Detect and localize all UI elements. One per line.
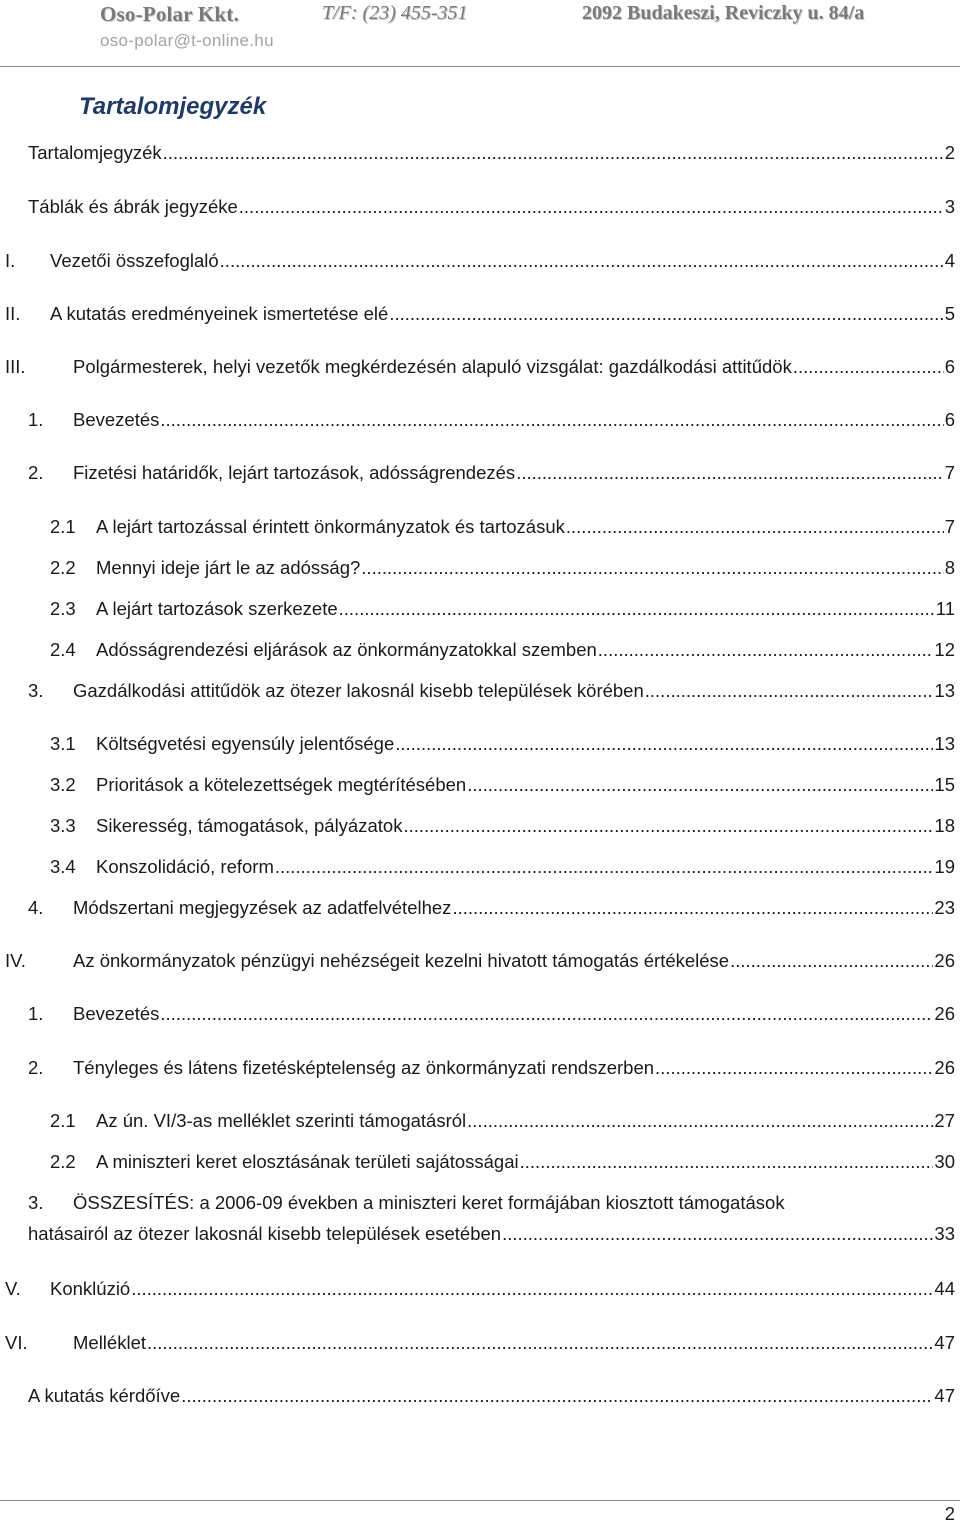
toc-entry-title-line2: hatásairól az ötezer lakosnál kisebb települések esetében <box>28 1223 502 1244</box>
toc-entry-page: 2 <box>944 142 955 163</box>
toc-entry-page: 33 <box>934 1223 955 1244</box>
toc-entry-title: Polgármesterek, helyi vezetők megkérdezésén alapuló vizsgálat: gazdálkodási attitűdök <box>73 356 792 377</box>
toc-leader-dots <box>220 250 944 272</box>
toc-entry-number: 3. <box>28 680 44 701</box>
toc-entry-page: 19 <box>934 856 955 877</box>
toc-entry[interactable] <box>50 733 955 755</box>
toc-entry-number: VI. <box>5 1332 28 1353</box>
company-name: Oso-Polar Kkt. <box>100 2 239 26</box>
toc-entry[interactable] <box>28 1003 955 1025</box>
toc-leader-dots <box>655 1057 933 1079</box>
toc-entry-title: Mennyi ideje járt le az adósság? <box>96 557 361 578</box>
toc-entry-number: IV. <box>5 950 26 971</box>
toc-entry-title: A lejárt tartozással érintett önkormányzatok és tartozásuk <box>96 516 565 537</box>
toc-entry[interactable] <box>50 516 955 538</box>
company-address: 2092 Budakeszi, Reviczky u. 84/a <box>582 2 865 24</box>
toc-entry-page: 8 <box>944 557 955 578</box>
toc-entry[interactable] <box>50 1151 955 1173</box>
toc-entry[interactable] <box>50 856 955 878</box>
toc-entry-number: 2.1 <box>50 1110 76 1131</box>
toc-entry-page: 18 <box>934 815 955 836</box>
company-phone: T/F: (23) 455-351 <box>322 2 468 24</box>
toc-leader-dots <box>598 639 934 661</box>
toc-entry-number: 2. <box>28 462 44 483</box>
toc-entry-title: Gazdálkodási attitűdök az ötezer lakosnál kisebb települések körében <box>73 680 644 701</box>
toc-entry-page: 7 <box>944 462 955 483</box>
toc-entry-page: 47 <box>934 1385 955 1406</box>
footer-page-number: 2 <box>944 1503 955 1524</box>
toc-leader-dots <box>467 774 933 796</box>
toc-entry[interactable] <box>50 1110 955 1132</box>
toc-leader-dots <box>516 462 944 484</box>
toc-entry-title: A lejárt tartozások szerkezete <box>96 598 338 619</box>
toc-entry[interactable] <box>28 142 955 164</box>
toc-entry-title: Módszertani megjegyzések az adatfelvételhez <box>73 897 452 918</box>
toc-entry-title: Költségvetési egyensúly jelentősége <box>96 733 395 754</box>
toc-entry-page: 26 <box>934 1057 955 1078</box>
toc-entry[interactable] <box>28 1385 955 1407</box>
toc-entry-page: 5 <box>944 303 955 324</box>
toc-heading: Tartalomjegyzék <box>79 93 267 120</box>
toc-entry-number: 4. <box>28 897 44 918</box>
toc-entry[interactable] <box>50 774 955 796</box>
toc-entry-number: 2.2 <box>50 557 76 578</box>
toc-entry[interactable] <box>28 409 955 431</box>
toc-entry-page: 6 <box>944 356 955 377</box>
toc-leader-dots <box>389 303 943 325</box>
toc-entry[interactable] <box>50 639 955 661</box>
toc-entry-page: 7 <box>944 516 955 537</box>
toc-entry[interactable] <box>28 462 955 484</box>
toc-entry-number: V. <box>5 1278 21 1299</box>
toc-leader-dots <box>467 1110 933 1132</box>
toc-entry-title: Melléklet <box>73 1332 146 1353</box>
toc-entry-page: 6 <box>944 409 955 430</box>
toc-entry[interactable] <box>50 557 955 579</box>
toc-entry-number: 3.1 <box>50 733 76 754</box>
toc-entry-title: Konklúzió <box>50 1278 131 1299</box>
toc-leader-dots <box>566 516 944 538</box>
toc-entry-page: 4 <box>944 250 955 271</box>
toc-entry-number: 3.4 <box>50 856 76 877</box>
toc-entry-page: 44 <box>934 1278 955 1299</box>
toc-entry-title: Adósságrendezési eljárások az önkormányzatokkal szemben <box>96 639 597 660</box>
toc-entry-number: 3. <box>28 1192 44 1213</box>
toc-entry[interactable] <box>28 196 955 218</box>
toc-entry-number: 2.1 <box>50 516 76 537</box>
toc-entry-page: 15 <box>934 774 955 795</box>
toc-leader-dots <box>131 1278 933 1300</box>
toc-leader-dots <box>181 1385 933 1407</box>
toc-entry-page: 13 <box>934 733 955 754</box>
toc-entry-number: 3.2 <box>50 774 76 795</box>
toc-entry-page: 11 <box>935 598 955 619</box>
toc-entry-title: A kutatás kérdőíve <box>28 1385 181 1406</box>
toc-entry[interactable] <box>5 250 955 272</box>
toc-entry-number: III. <box>5 356 26 377</box>
company-email: oso-polar@t-online.hu <box>100 31 274 50</box>
toc-entry-page: 23 <box>934 897 955 918</box>
toc-entry-page: 13 <box>934 680 955 701</box>
toc-entry-page: 30 <box>934 1151 955 1172</box>
toc-entry[interactable] <box>5 1332 955 1354</box>
toc-entry[interactable] <box>5 303 955 325</box>
toc-entry[interactable] <box>5 950 955 972</box>
toc-leader-dots <box>275 856 934 878</box>
toc-entry-number: II. <box>5 303 21 324</box>
toc-entry-title: A kutatás eredményeinek ismertetése elé <box>50 303 389 324</box>
toc-entry-title-line1: ÖSSZESÍTÉS: a 2006-09 években a miniszteri keret formájában kiosztott támogatások <box>73 1192 785 1213</box>
toc-entry-title: Tartalomjegyzék <box>28 142 162 163</box>
toc-leader-dots <box>239 196 944 218</box>
toc-entry-number: 3.3 <box>50 815 76 836</box>
toc-entry-number: I. <box>5 250 16 271</box>
toc-entry-title: Sikeresség, támogatások, pályázatok <box>96 815 403 836</box>
toc-entry-number: 1. <box>28 409 44 430</box>
toc-entry-title: Bevezetés <box>73 1003 160 1024</box>
toc-leader-dots <box>163 142 944 164</box>
toc-leader-dots <box>395 733 933 755</box>
toc-entry-number: 1. <box>28 1003 44 1024</box>
toc-leader-dots <box>160 1003 933 1025</box>
toc-entry-title: A miniszteri keret elosztásának területi sajátosságai <box>96 1151 519 1172</box>
toc-leader-dots <box>645 680 934 702</box>
toc-entry-page: 47 <box>934 1332 955 1353</box>
toc-entry-title: Bevezetés <box>73 409 160 430</box>
toc-leader-dots <box>147 1332 933 1354</box>
toc-leader-dots <box>452 897 933 919</box>
toc-entry-number: 2.4 <box>50 639 76 660</box>
footer-divider <box>0 1500 960 1501</box>
toc-entry-title: Tényleges és látens fizetésképtelenség az önkormányzati rendszerben <box>73 1057 655 1078</box>
toc-entry[interactable] <box>5 356 955 378</box>
toc-entry[interactable] <box>50 598 955 620</box>
toc-entry-page: 12 <box>934 639 955 660</box>
toc-leader-dots <box>403 815 933 837</box>
toc-leader-dots <box>361 557 943 579</box>
toc-entry[interactable] <box>28 1192 955 1245</box>
toc-entry-title: Fizetési határidők, lejárt tartozások, adósságrendezés <box>73 462 516 483</box>
toc-entry[interactable] <box>28 897 955 919</box>
toc-leader-dots <box>339 598 935 620</box>
toc-entry-title: Prioritások a kötelezettségek megtérítésében <box>96 774 467 795</box>
toc-entry[interactable] <box>50 815 955 837</box>
toc-entry-number: 2.2 <box>50 1151 76 1172</box>
toc-entry-number: 2.3 <box>50 598 76 619</box>
toc-entry[interactable] <box>5 1278 955 1300</box>
toc-entry-title: Konszolidáció, reform <box>96 856 274 877</box>
toc-leader-dots <box>520 1151 934 1173</box>
toc-entry[interactable] <box>28 680 955 702</box>
page-header <box>0 0 960 67</box>
toc-entry-page: 26 <box>934 1003 955 1024</box>
toc-entry[interactable] <box>28 1057 955 1079</box>
toc-entry-page: 27 <box>934 1110 955 1131</box>
toc-entry-title: Az ún. VI/3-as melléklet szerinti támogatásról <box>96 1110 467 1131</box>
toc-leader-dots <box>793 356 944 378</box>
toc-leader-dots <box>160 409 943 431</box>
toc-entry-page: 26 <box>934 950 955 971</box>
toc-entry-page: 3 <box>944 196 955 217</box>
toc-leader-dots <box>730 950 933 972</box>
toc-entry-number: 2. <box>28 1057 44 1078</box>
toc-entry-title: Vezetői összefoglaló <box>50 250 219 271</box>
toc-entry-title: Az önkormányzatok pénzügyi nehézségeit kezelni hivatott támogatás értékelése <box>73 950 730 971</box>
toc-entry-title: Táblák és ábrák jegyzéke <box>28 196 238 217</box>
toc-leader-dots <box>502 1223 933 1245</box>
